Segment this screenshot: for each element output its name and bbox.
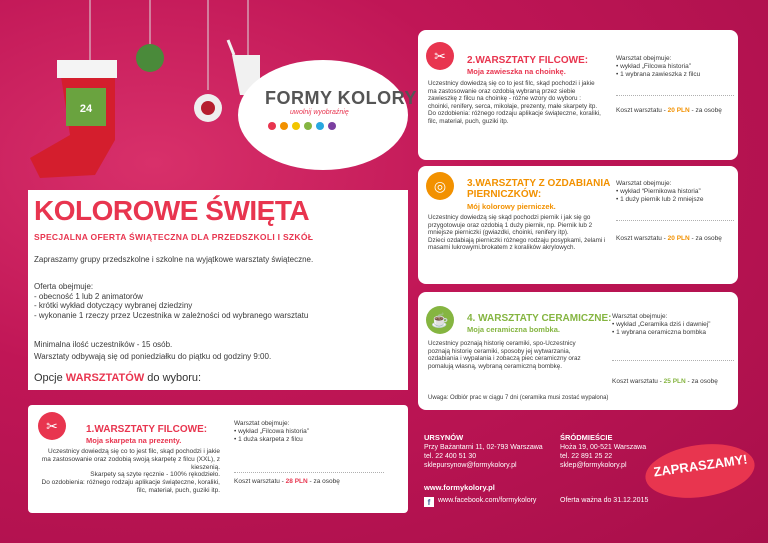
contact-a-title: URSYNÓW [424, 433, 464, 442]
min-text: Minimalna ilość uczestników - 15 osób. [34, 340, 173, 349]
ornaments-illustration [0, 0, 260, 200]
divider [234, 472, 384, 473]
divider [612, 360, 734, 361]
w4-note: Uwaga: Odbiór prac w ciągu 7 dni (ceramika musi zostać wypalona) [428, 395, 609, 401]
stocking-number: 24 [79, 103, 93, 115]
w3-cost: Koszt warsztatu - 20 PLN - za osobę [616, 235, 722, 242]
offer-item: - obecność 1 lub 2 animatorów [34, 291, 143, 301]
w4-cost: Koszt warsztatu - 25 PLN - za osobę [612, 378, 718, 385]
w1-includes: Warsztat obejmuje: • wykład „Filcowa historia” • 1 duża skarpeta z filcu [234, 420, 309, 443]
w2-desc: Uczestnicy dowiedzą się co to jest filc, skąd pochodzi i jakie ma zastosowanie oraz ozdobią wybraną przez siebie zawieszkę z filcu na choinkę - różne wzory do wyboru : choinki, renifery, serca, mikołaje, prezenty, małe skarpety itp. Do ozdobienia: różnego rodzaju aplikacje świąteczne, koraliki, filc, materiał, puch, guziki itp. [428, 80, 601, 125]
w3-desc: Uczestnicy dowiedzą się skąd pochodzi piernik i jak się go przygotowuje oraz ozdobią 1 duży piernik, np. Piernik lub 2 mniejsze pierniczki (gwiazdki, choinki, renifery itp). Dzieci ozdabiają pierniczki różnego rodzaju posypkami, żelami i masami lukrowymi.brokatem z koralików akrylowych. [428, 214, 606, 252]
w4-desc: Uczestnicy poznają historię ceramiki, spo-Uczestnicy poznają historię ceramiki, sposoby jej wytwarzania, ozdabiania i wypalania i zobaczą piec ceramiczny oraz pomalują własną, wybraną ceramiczną bombkę. [428, 340, 581, 370]
w1-subtitle: Moja skarpeta na prezenty. [86, 436, 182, 445]
brand-dots [268, 122, 336, 130]
invite-badge: ZAPRASZAMY! [652, 451, 749, 480]
w1-desc: Uczestnicy dowiedzą się co to jest filc, skąd pochodzi i jakie ma zastosowanie oraz zodobią swoją skarpetę z filcu (XXL), z kieszenią. Skarpety są szyte ręcznie - 100% rękodzieło. Do ozdobienia: różnego rodzaju aplikacje świąteczne, koraliki, filc, materiał, puch, guziki itp. [41, 448, 220, 494]
offer-item: - wykonanie 1 rzeczy przez Uczestnika w zależności od wybranego warsztatu [34, 310, 309, 320]
felt-icon: ✂ [38, 412, 66, 440]
mug-icon: ☕ [426, 306, 454, 334]
w2-includes: Warsztat obejmuje: • wykład „Filcowa historia” • 1 wybrana zawieszka z filcu [616, 55, 701, 78]
facebook-link[interactable]: www.facebook.com/formykolory [438, 497, 537, 504]
w1-title: 1.WARSZTATY FILCOWE: [86, 424, 208, 435]
felt-icon: ✂ [426, 42, 454, 70]
contact-b: Hoża 19, 00-521 Warszawa tel. 22 891 25 22 sklep@formykolory.pl [560, 444, 647, 470]
w2-subtitle: Moja zawieszka na choinkę. [467, 67, 566, 76]
w2-cost: Koszt warsztatu - 20 PLN - za osobę [616, 107, 722, 114]
w3-subtitle: Mój kolorowy pierniczek. [467, 202, 556, 211]
main-title: KOLOROWE ŚWIĘTA [34, 195, 310, 226]
w2-title: 2.WARSZTATY FILCOWE: [467, 55, 589, 66]
options-heading: Opcje WARSZTATÓW do wyboru: [34, 372, 202, 384]
days-text: Warsztaty odbywają się od poniedziałku do piątku od godziny 9:00. [34, 352, 272, 361]
contact-a: Przy Bażantarni 11, 02-793 Warszawa tel. 22 400 51 30 sklepursynow@formykolory.pl [424, 444, 543, 470]
w4-subtitle: Moja ceramiczna bombka. [467, 325, 560, 334]
brand-tagline: uwolnij wyobraźnię [290, 109, 349, 116]
divider [616, 220, 734, 221]
main-subtitle: SPECJALNA OFERTA ŚWIĄTECZNA DLA PRZEDSZKOLI I SZKÓŁ [34, 232, 314, 242]
valid-until: Oferta ważna do 31.12.2015 [560, 497, 649, 504]
w4-title: 4. WARSZTATY CERAMICZNE: [467, 313, 612, 324]
w1-cost: Koszt warsztatu - 28 PLN - za osobę [234, 478, 340, 485]
intro-text: Zapraszamy grupy przedszkolne i szkolne na wyjątkowe warsztaty świąteczne. [34, 255, 314, 264]
offer-block [34, 282, 404, 320]
ring-icon: ◎ [426, 172, 454, 200]
w4-includes: Warsztat obejmuje: • wykład „Ceramika dziś i dawniej” • 1 wybrana ceramiczna bombka [612, 313, 711, 336]
facebook-icon: f [424, 497, 434, 507]
offer-head: Oferta obejmuje: [34, 282, 94, 291]
w3-includes: Warsztat obejmuje: • wykład “Piernikowa historia” • 1 duży piernik lub 2 mniejsze [616, 180, 704, 203]
offer-item: - krótki wykład dotyczący wybranej dziedziny [34, 301, 193, 311]
website-link[interactable]: www.formykolory.pl [424, 483, 495, 492]
contact-b-title: ŚRÓDMIEŚCIE [560, 433, 613, 442]
w3-title: 3.WARSZTATY Z OZDABIANIA PIERNICZKÓW: [467, 178, 610, 200]
brand-logo: FORMY KOLORY [265, 88, 418, 108]
divider [616, 95, 734, 96]
